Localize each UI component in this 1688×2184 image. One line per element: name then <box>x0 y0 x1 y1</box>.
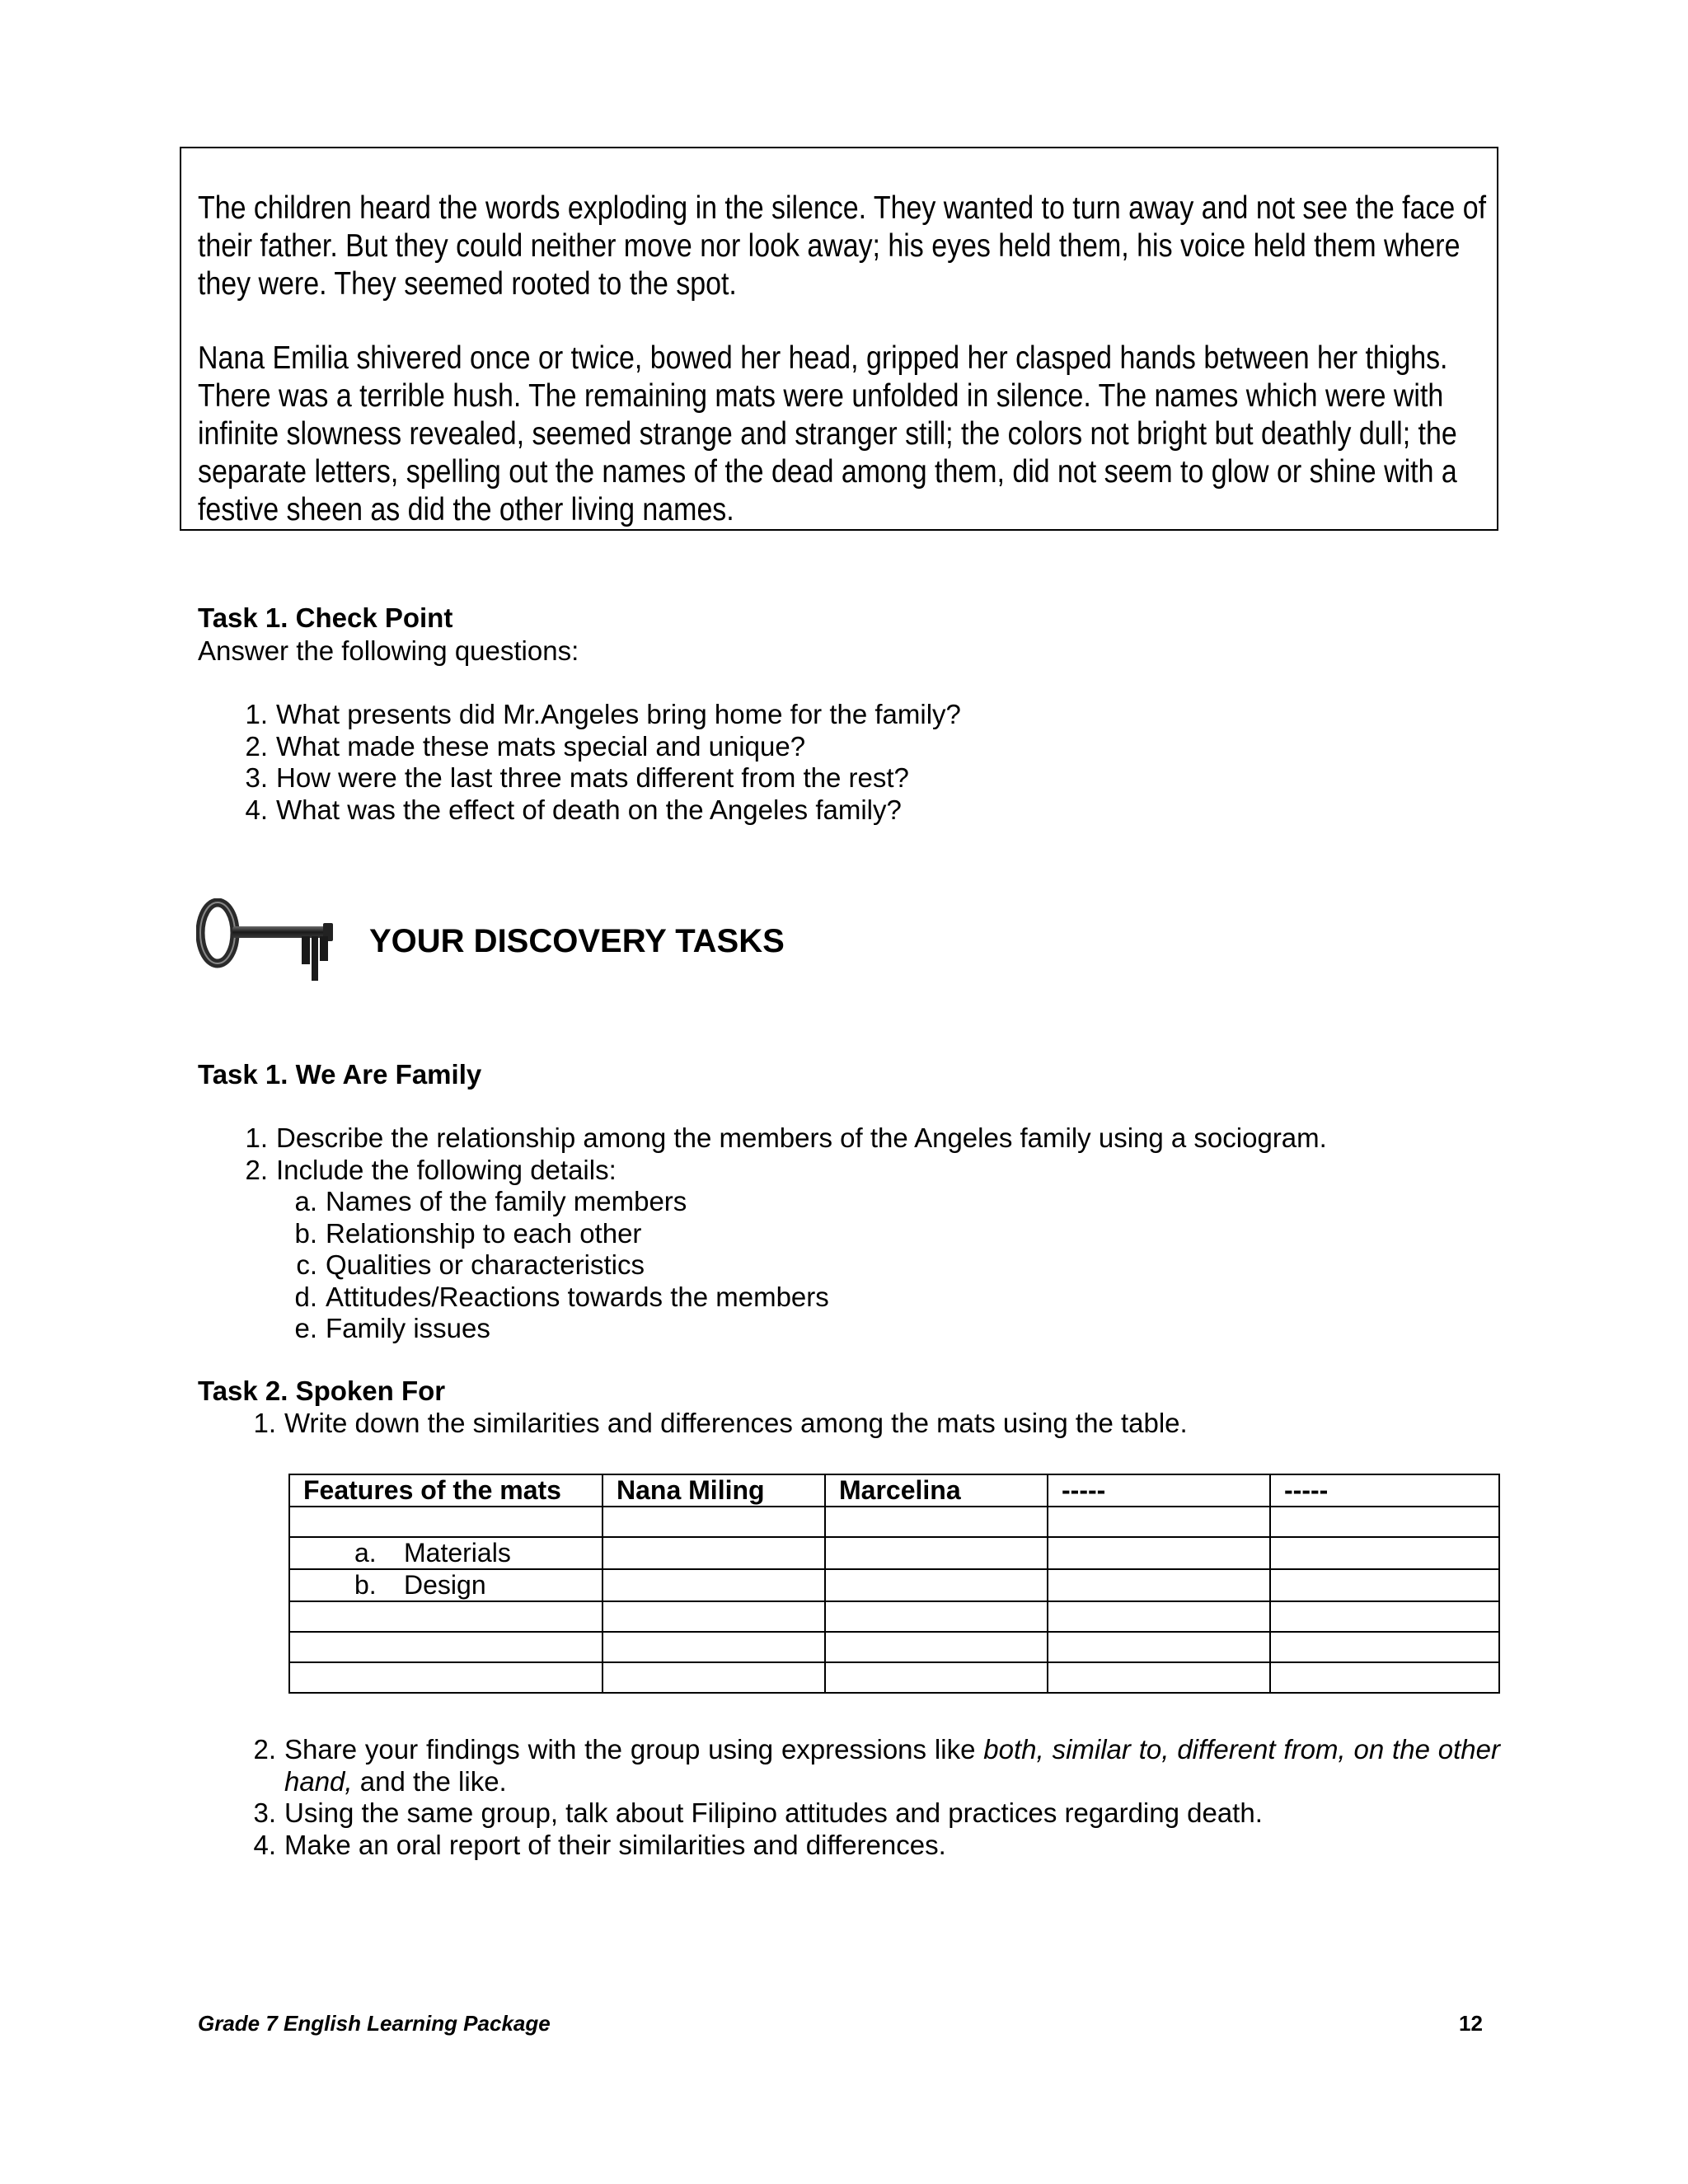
list-item <box>235 1797 1500 1830</box>
story-paragraph-2: Nana Emilia shivered once or twice, bowed her head, gripped her clasped hands between her thighs. There was a terrible hush. The remaining mats were unfolded in silence. The names which were with infinite slowness revealed, seemed strange and stranger still; the colors not bright but deathly dull; the separate letters, spelling out the names of the dead among them, did not seem to glow or shine with a festive sheen as did the other living names. <box>198 340 1457 527</box>
list-number: 3. <box>245 762 268 793</box>
column-header: ----- <box>1048 1474 1270 1507</box>
table-cell <box>825 1601 1048 1632</box>
expression-intro: Share your findings with the group using expressions like <box>284 1734 984 1765</box>
table-cell <box>1048 1632 1270 1662</box>
list-number: 2. <box>245 1154 268 1185</box>
sublist-item <box>276 1282 1512 1314</box>
table-row <box>289 1507 1499 1537</box>
table-cell <box>1270 1507 1499 1537</box>
feature-cell <box>289 1569 603 1601</box>
detail-text: Attitudes/Reactions towards the members <box>326 1281 829 1312</box>
question-text: What was the effect of death on the Angeles family? <box>276 794 902 825</box>
list-item <box>227 731 1463 763</box>
detail-text: Relationship to each other <box>326 1217 642 1249</box>
table-cell <box>825 1507 1048 1537</box>
table-cell <box>1048 1601 1270 1632</box>
table-cell <box>1048 1507 1270 1537</box>
list-item-text: Write down the similarities and differences among the mats using the table. <box>284 1408 1188 1438</box>
checkpoint-instruction: Answer the following questions: <box>198 635 579 666</box>
list-item <box>235 1830 1500 1862</box>
list-item-text: Describe the relationship among the members of the Angeles family using a sociogram. <box>276 1122 1327 1153</box>
task-family-title: Task 1. We Are Family <box>198 1059 482 1090</box>
question-text: What presents did Mr.Angeles bring home for the family? <box>276 699 961 729</box>
feature-text: Design <box>404 1570 486 1600</box>
list-item <box>227 1122 1512 1155</box>
table-cell <box>1048 1569 1270 1601</box>
sublist-item <box>276 1313 1512 1345</box>
list-item-text <box>284 1734 1500 1797</box>
list-letter: a. <box>294 1186 317 1216</box>
list-item <box>227 1155 1512 1187</box>
checkpoint-question-list <box>227 699 1463 826</box>
list-number: 3. <box>253 1797 276 1828</box>
table-header-row <box>289 1474 1499 1507</box>
mats-comparison-table <box>288 1474 1500 1694</box>
list-number: 2. <box>245 730 268 762</box>
expression-outro: and the like. <box>352 1765 507 1797</box>
column-header: Marcelina <box>825 1474 1048 1507</box>
feature-cell <box>289 1537 603 1569</box>
list-number: 1. <box>245 699 268 729</box>
table-cell <box>1270 1632 1499 1662</box>
expression-examples: both, similar to, different from, on the other hand, <box>284 1734 1501 1797</box>
footer-title: Grade 7 English Learning Package <box>198 2011 551 2036</box>
table-cell <box>825 1537 1048 1569</box>
table-cell <box>289 1662 603 1693</box>
list-number: 4. <box>253 1829 276 1860</box>
table-row <box>289 1662 1499 1693</box>
details-sublist <box>276 1186 1512 1345</box>
list-item-text: Using the same group, talk about Filipino attitudes and practices regarding death. <box>284 1797 1263 1828</box>
table-cell <box>289 1507 603 1537</box>
table-cell <box>1048 1537 1270 1569</box>
feature-letter: a. <box>354 1538 377 1568</box>
story-excerpt-box <box>180 147 1498 531</box>
list-item-text: Make an oral report of their similarities and differences. <box>284 1829 946 1860</box>
table-row <box>289 1569 1499 1601</box>
list-letter: b. <box>294 1217 317 1249</box>
task-family-list <box>227 1122 1512 1345</box>
list-item <box>227 762 1463 794</box>
table-cell <box>825 1632 1048 1662</box>
list-item <box>227 699 1463 731</box>
detail-text: Names of the family members <box>326 1186 687 1216</box>
list-item-text: Include the following details: <box>276 1154 617 1185</box>
sublist-item <box>276 1218 1512 1250</box>
list-number: 2. <box>253 1734 276 1765</box>
table-cell <box>1270 1569 1499 1601</box>
key-icon <box>196 898 345 989</box>
list-letter: c. <box>296 1249 317 1280</box>
sublist-item <box>276 1186 1512 1218</box>
task-spoken-list <box>235 1734 1500 1861</box>
list-number: 1. <box>253 1408 276 1438</box>
table-cell <box>289 1632 603 1662</box>
table-row <box>289 1537 1499 1569</box>
list-item <box>227 794 1463 827</box>
detail-text: Family issues <box>326 1313 490 1343</box>
column-header: Nana Miling <box>603 1474 825 1507</box>
task-spoken-title: Task 2. Spoken For <box>198 1376 446 1406</box>
table-cell <box>1270 1537 1499 1569</box>
table-cell <box>603 1601 825 1632</box>
table-cell <box>289 1601 603 1632</box>
column-header: Features of the mats <box>289 1474 603 1507</box>
table-cell <box>825 1662 1048 1693</box>
feature-letter: b. <box>354 1570 377 1600</box>
table-cell <box>825 1569 1048 1601</box>
story-paragraph-1: The children heard the words exploding in the silence. They wanted to turn away and not see the face of their father. But they could neither move nor look away; his eyes held them, his voice held them where they were. They seemed rooted to the spot. <box>198 190 1487 302</box>
page-number: 12 <box>1459 2011 1483 2036</box>
feature-text: Materials <box>404 1538 511 1568</box>
table-cell <box>1270 1662 1499 1693</box>
list-item <box>235 1408 1504 1440</box>
table-row <box>289 1632 1499 1662</box>
table-cell <box>603 1632 825 1662</box>
discovery-title: YOUR DISCOVERY TASKS <box>369 923 785 959</box>
question-text: What made these mats special and unique? <box>276 730 806 762</box>
table-cell <box>603 1507 825 1537</box>
list-letter: e. <box>294 1313 317 1343</box>
table-cell <box>603 1537 825 1569</box>
table-cell <box>603 1662 825 1693</box>
table-cell <box>1270 1601 1499 1632</box>
question-text: How were the last three mats different from the rest? <box>276 762 909 793</box>
table-row <box>289 1601 1499 1632</box>
list-letter: d. <box>294 1281 317 1312</box>
list-number: 1. <box>245 1122 268 1153</box>
column-header: ----- <box>1270 1474 1499 1507</box>
sublist-item <box>276 1249 1512 1282</box>
list-number: 4. <box>245 794 268 825</box>
list-item <box>235 1734 1500 1797</box>
table-cell <box>1048 1662 1270 1693</box>
checkpoint-title: Task 1. Check Point <box>198 602 453 633</box>
table-cell <box>603 1569 825 1601</box>
detail-text: Qualities or characteristics <box>326 1249 645 1280</box>
